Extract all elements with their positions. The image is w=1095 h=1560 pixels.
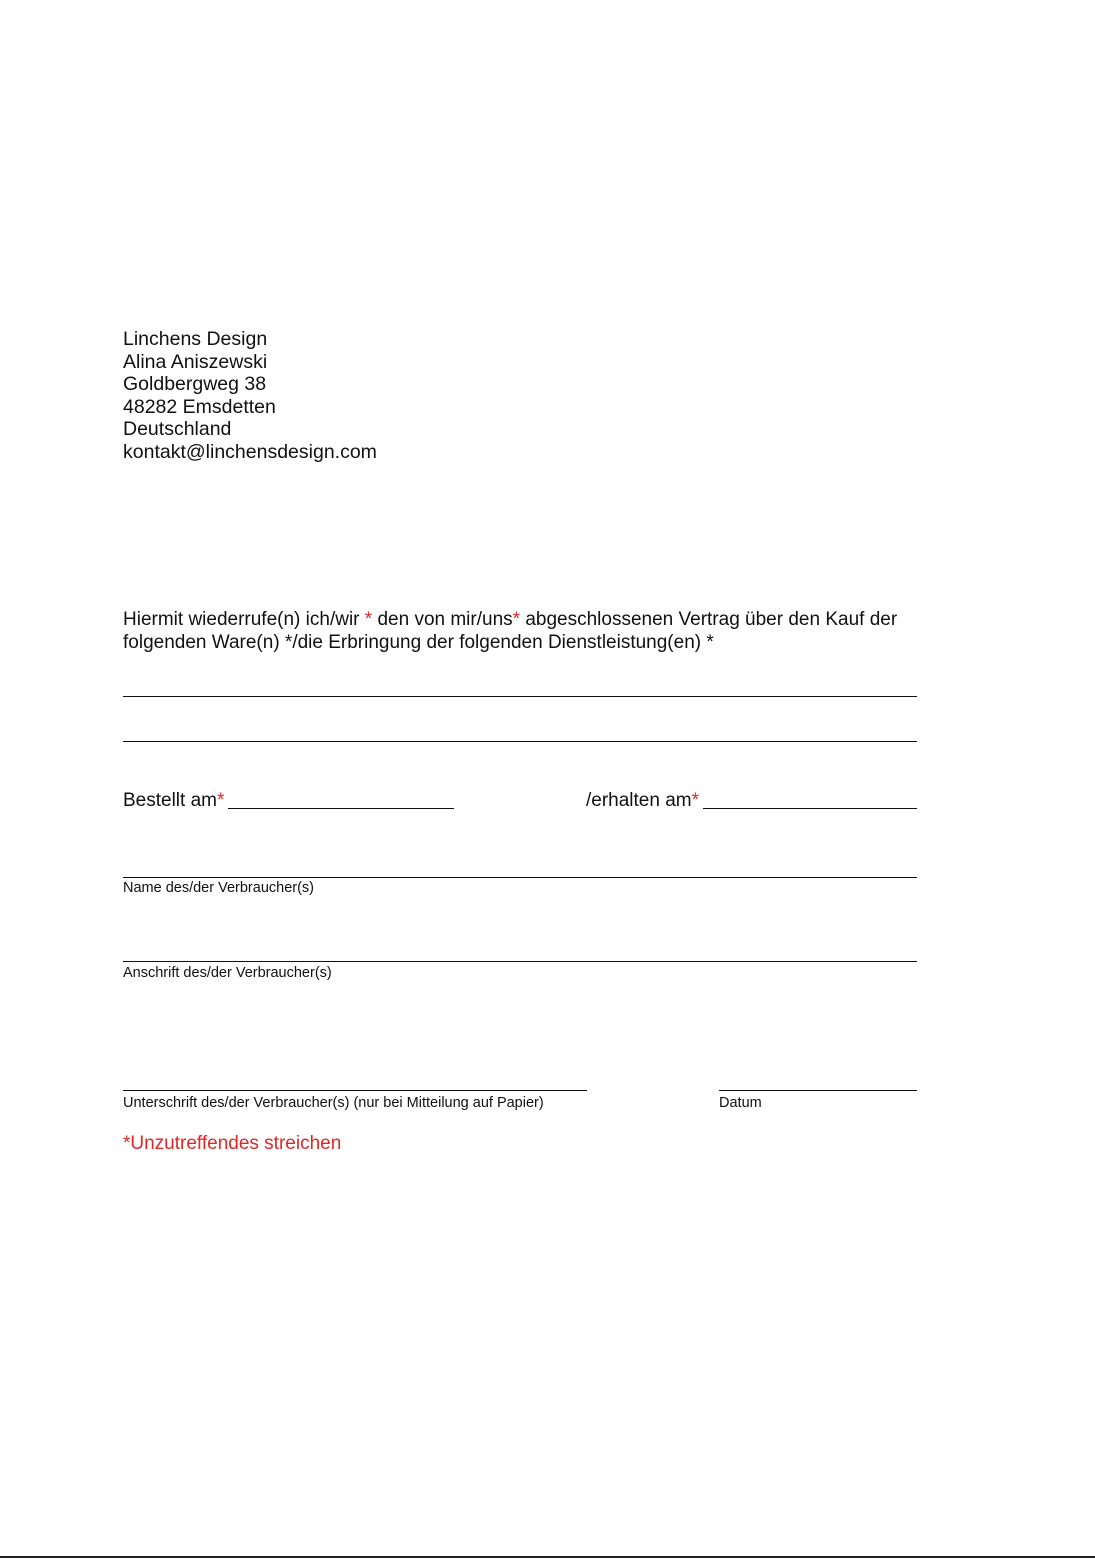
consumer-name-line[interactable] [123, 877, 917, 878]
ordered-date-line[interactable] [228, 808, 454, 809]
statement-marker-1: * [364, 609, 373, 630]
signature-label: Unterschrift des/der Verbraucher(s) (nur bei Mitteilung auf Papier) [123, 1095, 544, 1111]
received-label: /erhalten am* [586, 790, 700, 811]
consumer-address-label: Anschrift des/der Verbraucher(s) [123, 965, 332, 981]
consumer-address-line[interactable] [123, 961, 917, 962]
statement-text-3: abgeschlossenen Vertrag über den Kauf der [520, 609, 898, 630]
ordered-label: Bestellt am* [123, 790, 225, 811]
date-label: Datum [719, 1095, 762, 1111]
statement-line-1 [123, 609, 943, 632]
recipient-email: kontakt@linchensdesign.com [123, 440, 377, 463]
recipient-city: 48282 Emsdetten [123, 395, 276, 418]
withdrawal-statement [123, 609, 943, 654]
statement-marker-2: * [512, 609, 521, 630]
recipient-country: Deutschland [123, 418, 232, 440]
recipient-company: Linchens Design [123, 328, 268, 350]
recipient-name: Alina Aniszewski [123, 350, 268, 373]
statement-text-2: den von mir/uns [372, 609, 513, 630]
consumer-name-label: Name des/der Verbraucher(s) [123, 880, 314, 896]
received-marker: * [691, 790, 700, 811]
goods-line-2[interactable] [123, 741, 917, 742]
ordered-marker: * [216, 790, 225, 811]
recipient-address [123, 328, 377, 463]
footnote: *Unzutreffendes streichen [123, 1133, 342, 1154]
received-date-line[interactable] [703, 808, 917, 809]
statement-line-2: folgenden Ware(n) */die Erbringung der folgenden Dienstleistung(en) * [123, 631, 714, 653]
signature-line[interactable] [123, 1090, 587, 1091]
statement-text-1: Hiermit wiederrufe(n) ich/wir [123, 609, 365, 630]
page-bottom-edge [0, 1556, 1095, 1558]
date-line[interactable] [719, 1090, 917, 1091]
recipient-street: Goldbergweg 38 [123, 373, 267, 395]
goods-line-1[interactable] [123, 696, 917, 697]
